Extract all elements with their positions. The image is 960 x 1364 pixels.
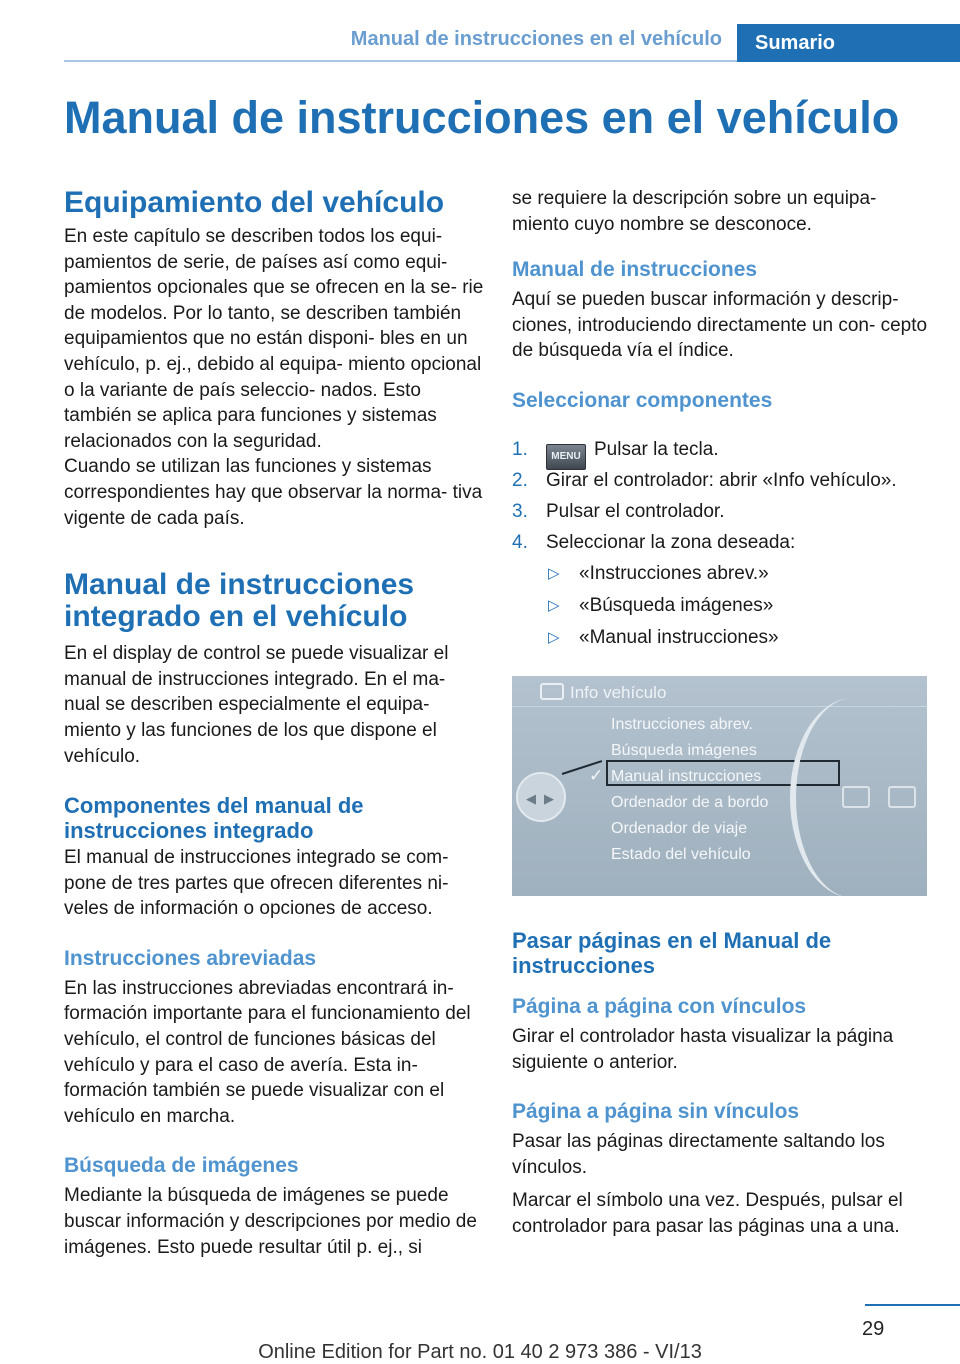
heading-equipamiento: Equipamiento del vehículo bbox=[64, 186, 445, 219]
screen-side-icon bbox=[888, 786, 916, 808]
screen-side-icon bbox=[842, 786, 870, 808]
heading-integrado: Manual de instrucciones integrado en el vehículo bbox=[64, 568, 415, 634]
paragraph-sin-vinculos-1: Pasar las páginas directamente saltando los vínculos. bbox=[512, 1131, 885, 1178]
step-item: 3. Pulsar el controlador. bbox=[512, 500, 725, 522]
heading-componentes: Componentes del manual de instrucciones integrado bbox=[64, 793, 364, 844]
paragraph-sin-vinculos-2: Marcar el símbolo una vez. Después, pulsar el controlador para pasar las páginas una a una. bbox=[512, 1190, 903, 1237]
steps-list bbox=[512, 434, 932, 558]
header-tab-sumario[interactable]: Sumario bbox=[737, 24, 960, 62]
screen-menu-item-selected: Manual instrucciones bbox=[611, 767, 762, 785]
idrive-screen-image: Info vehículo Instrucciones abrev. Búsqueda imágenes ✓ Manual instrucciones Ordenador de a bordo Ordenador de viaje Estado del vehículo ◀ ▶ bbox=[512, 676, 927, 896]
screen-title: Info vehículo bbox=[570, 682, 667, 702]
screen-menu-item: Estado del vehículo bbox=[611, 845, 751, 863]
controller-knob-icon bbox=[516, 772, 566, 822]
paragraph-continued: se requiere la descripción sobre un equipa‐ miento cuyo nombre se desconoce. bbox=[512, 188, 877, 235]
car-info-icon bbox=[540, 683, 564, 700]
sub-item: ▷ «Búsqueda imágenes» bbox=[548, 590, 932, 622]
paragraph-integrado: En el display de control se puede visualizar el manual de instrucciones integrado. En el ma‐ nual se describen especialmente el equipa‐ miento y las funciones de los que dispone el vehículo. bbox=[64, 643, 449, 767]
triangle-bullet-icon: ▷ bbox=[548, 628, 560, 646]
paragraph-manual: Aquí se pueden buscar información y descrip‐ ciones, introduciendo directamente un con‐ cepto de búsqueda vía el índice. bbox=[512, 289, 928, 362]
paragraph-componentes: El manual de instrucciones integrado se com‐ pone de tres partes que ofrecen diferentes ni‐ veles de información o opciones de acceso. bbox=[64, 847, 449, 920]
screen-menu-item: Búsqueda imágenes bbox=[611, 741, 757, 759]
step-item: 4. Seleccionar la zona deseada: bbox=[512, 531, 796, 553]
screen-menu-item: Ordenador de viaje bbox=[611, 819, 748, 837]
heading-pasar: Pasar páginas en el Manual de instrucciones bbox=[512, 927, 832, 978]
heading-sin-vinculos: Página a página sin vínculos bbox=[512, 1100, 800, 1124]
header-section-title: Manual de instrucciones en el vehículo bbox=[350, 28, 722, 50]
screen-menu-item: Ordenador de a bordo bbox=[611, 793, 769, 811]
paragraph-busqueda: Mediante la búsqueda de imágenes se puede buscar información y descripciones por medio de imágenes. Esto puede resultar útil p. ej., si bbox=[64, 1185, 477, 1258]
heading-busqueda: Búsqueda de imágenes bbox=[64, 1154, 299, 1178]
paragraph-equipamiento: En este capítulo se describen todos los equi‐ pamientos de serie, de países así como equi‐ pamientos opcionales que se ofrecen en la se‐ rie de modelos. Por lo tanto, se describen también equipamientos que no están disponi‐ bles en un vehículo, p. ej., debido al equipa‐ miento opcional o la variante de país seleccio‐ nados. Esto también se aplica para funciones y sistemas relacionados con la seguridad. bbox=[64, 226, 484, 452]
left-column bbox=[64, 186, 484, 1260]
heading-abreviadas: Instrucciones abreviadas bbox=[64, 946, 317, 970]
menu-key-icon: MENU bbox=[546, 444, 586, 470]
page-number: 29 bbox=[862, 1318, 885, 1340]
sub-item: ▷ «Manual instrucciones» bbox=[548, 622, 932, 654]
check-icon: ✓ bbox=[589, 765, 604, 785]
paragraph-equipamiento-2: Cuando se utilizan las funciones y sistemas correspondientes hay que observar la norma‐ tiva vigente de cada país. bbox=[64, 456, 483, 529]
heading-con-vinculos: Página a página con vínculos bbox=[512, 994, 807, 1018]
triangle-bullet-icon: ▷ bbox=[548, 596, 560, 614]
heading-seleccionar: Seleccionar componentes bbox=[512, 388, 773, 412]
footer-rule bbox=[865, 1304, 960, 1306]
sub-item: ▷ «Instrucciones abrev.» bbox=[548, 558, 932, 590]
step-item: 1. MENU Pulsar la tecla. bbox=[512, 434, 932, 465]
footer-edition: Online Edition for Part no. 01 40 2 973 386 - VI/13 bbox=[258, 1341, 702, 1363]
heading-manual: Manual de instrucciones bbox=[512, 258, 758, 282]
paragraph-con-vinculos: Girar el controlador hasta visualizar la página siguiente o anterior. bbox=[512, 1025, 894, 1073]
page-title: Manual de instrucciones en el vehículo bbox=[64, 92, 900, 143]
paragraph-abreviadas: En las instrucciones abreviadas encontrará in‐ formación importante para el funcionamiento del vehículo, el control de funciones básicas del vehículo y para el caso de avería. Esta in‐ formación también se puede visualizar con el vehículo en marcha. bbox=[64, 977, 471, 1127]
step-item: 2. Girar el controlador: abrir «Info vehículo». bbox=[512, 469, 897, 491]
triangle-bullet-icon: ▷ bbox=[548, 564, 560, 582]
right-column bbox=[512, 186, 932, 1240]
screen-menu-item: Instrucciones abrev. bbox=[611, 715, 753, 733]
sub-list bbox=[512, 558, 932, 654]
